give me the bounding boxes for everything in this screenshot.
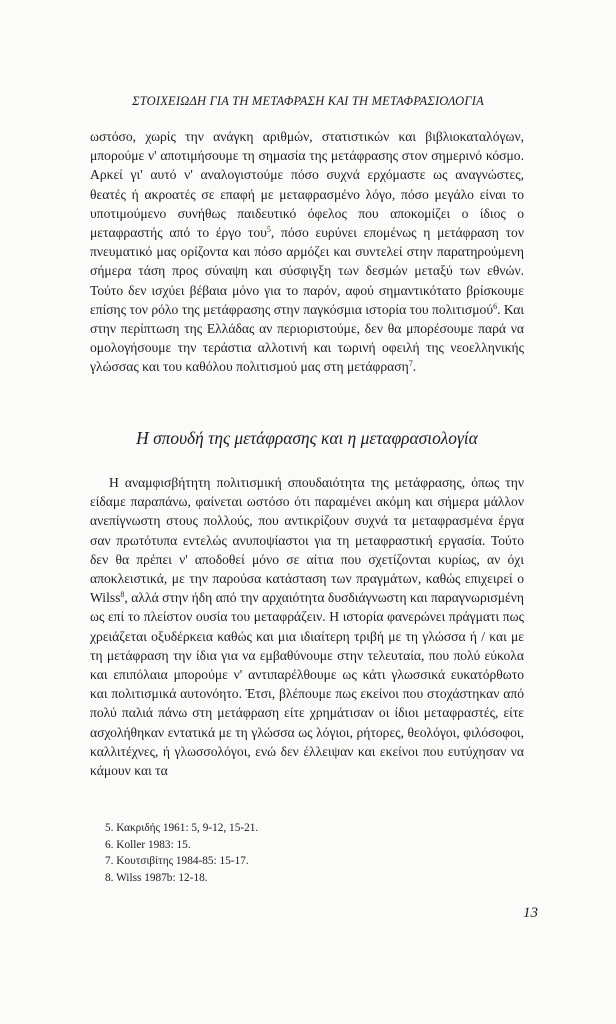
- text-run: ωστόσο, χωρίς την ανάγκη αριθμών, στατιστικών και βιβλιοκαταλόγων, μπορούμε ν' αποτιμήσουμε τη σημασία της μετάφρασης στον σημερινό κόσμο. Αρκεί γι' αυτό ν' αναλογιστούμε πόσο συχνά ερχόμαστε ως αναγνώστες, θεατές ή ακροατές σε επαφή με μεταφρασμένο λόγο, πόσο μεγάλο είναι το υποτιμούμενο συνήθως παιδευτικό όφελος που αποκομίζει ο ίδιος ο μεταφραστής από το έργο του: [90, 129, 524, 241]
- footnote: 8. Wilss 1987b: 12-18.: [105, 871, 208, 884]
- text-run: , αλλά στην ήδη από την αρχαιότητα δυσδιάγνωστη και παραγνωρισμένη ως επί το πλείστον ουσία του μεταφράζειν. Η ιστορία φανερώνει πράγματι πως χρειάζεται οξυδέρκεια καθώς και μια ιδιαίτερη τριβή με τη γλώσσα ή / και με τη μετάφραση την ίδια για να εμβαθύνουμε στην τελευταία, που πολύ εύκολα και επιπόλαια μπορούμε ν' αντιπαρέλθουμε ως κάτι γλωσσικά ευκατόρθωτο και πολιτισμικά αυτονόητο. Έτσι, βλέπουμε πως εκείνοι που στοχάστηκαν από πολύ παλιά πάνω στη μετάφραση είτε χρημάτισαν οι ίδιοι μεταφραστές, είτε ασχολήθηκαν εντατικά με τη γλώσσα ως λόγιοι, ρήτορες, θεολόγοι, φιλόσοφοι, καλλιτέχνες, ή γλωσσολόγοι, ενώ δεν έλλειψαν και εκείνοι που ευτύχησαν να κάμουν και τα: [90, 590, 524, 779]
- text-run: Η αναμφισβήτητη πολιτισμική σπουδαιότητα της μετάφρασης, όπως την είδαμε παραπάνω, φαίνεται ωστόσο ότι παραμένει ακόμη και σήμερα μάλλον ανεπίγνωστη στους πολλούς, που αντικρίζουν συχνά τα μεταφρασμένα έργα σαν πρωτότυπα εντελώς ανυποψίαστοι για τη μεταφραστική εργασία. Τούτο δεν θα πρέπει ν' αποδοθεί μόνο σε αίτια που σχετίζονται κυρίως, αν όχι αποκλειστικά, με την παρούσα κατάσταση των πραγμάτων, καθώς επιχειρεί ο Wilss: [90, 475, 524, 606]
- paragraph-continuation: [90, 127, 524, 377]
- footnote-ref: 7: [408, 359, 413, 369]
- paragraph: [90, 127, 524, 377]
- footnote: 7. Κουτσιβίτης 1984-85: 15-17.: [105, 855, 249, 868]
- text-run: .: [412, 359, 417, 375]
- section-paragraph: [90, 473, 524, 780]
- footnotes: [105, 820, 258, 886]
- footnote: 6. Koller 1983: 15.: [105, 838, 191, 851]
- footnote: 5. Κακριδής 1961: 5, 9-12, 15-21.: [105, 822, 259, 834]
- section-heading: Η σπουδή της μετάφρασης και η μεταφρασιολογία: [136, 428, 478, 448]
- footnote-ref: 6: [493, 301, 498, 311]
- text-run: . Και στην περίπτωση της Ελλάδας αν περιοριστούμε, δεν θα μπορέσουμε παρά να ομολογήσουμε την τεράστια αλλοτινή και τωρινή οφειλή της νεοελληνικής γλώσσας και του καθόλου πολιτισμού μας στη μετάφραση: [90, 301, 525, 375]
- footnote-ref: 8: [120, 590, 125, 600]
- paragraph: [90, 473, 524, 780]
- footnote-ref: 5: [266, 225, 271, 235]
- page-number: 13: [523, 905, 538, 921]
- running-head: ΣΤΟΙΧΕΙΩΔΗ ΓΙΑ ΤΗ ΜΕΤΑΦΡΑΣΗ ΚΑΙ ΤΗ ΜΕΤΑΦΡΑΣΙΟΛΟΓΙΑ: [132, 94, 484, 108]
- text-run: , πόσο ευρύνει επομένως η μετάφραση τον πνευματικό μας ορίζοντα και πόσο αρμόζει και συντελεί στην παρατηρούμενη σήμερα τάση προς σύναψη και σύσφιγξη των δεσμών μεταξύ των εθνών. Τούτο δεν ισχύει βέβαια μόνο για το παρόν, αφού σημαντικότατο βρίσκουμε επίσης τον ρόλο της μετάφρασης στην παγκόσμια ιστορία του πολιτισμού: [90, 225, 524, 317]
